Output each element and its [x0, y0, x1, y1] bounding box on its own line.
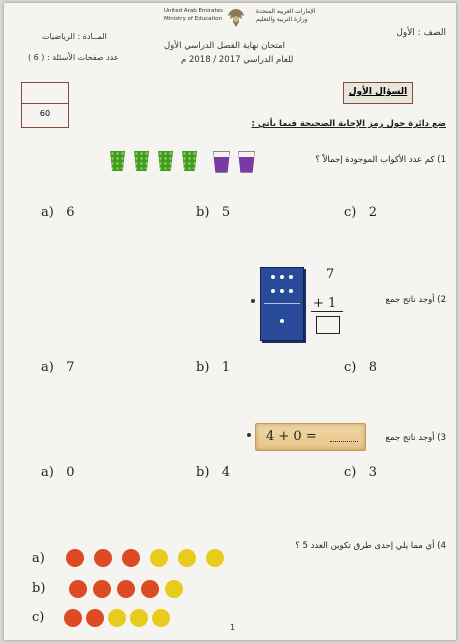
- red-counter: [117, 580, 135, 598]
- page-number: 1: [230, 623, 236, 632]
- ministry-name-en-2: Ministry of Education: [164, 16, 223, 22]
- q1-option-b[interactable]: b) 5: [196, 205, 231, 220]
- question-4: [295, 541, 446, 551]
- yellow-counter: [152, 609, 170, 627]
- q2-option-a[interactable]: a) 7: [41, 360, 75, 375]
- q1-option-c[interactable]: c) 2: [344, 205, 378, 220]
- q3-option-b[interactable]: b) 4: [196, 465, 231, 480]
- q4-option-b-label[interactable]: b): [32, 581, 46, 596]
- q4-option-c-label[interactable]: c): [32, 610, 45, 625]
- yellow-counter: [150, 549, 168, 567]
- yellow-counter: [108, 609, 126, 627]
- answer-box[interactable]: [316, 316, 340, 334]
- question-1-text: كم عدد الأكواب الموجودة إجمالاً ؟: [315, 155, 435, 165]
- red-counter: [86, 609, 104, 627]
- section-title-box: [343, 82, 413, 104]
- red-counter: [94, 549, 112, 567]
- yellow-counter: [206, 549, 224, 567]
- red-counter: [69, 580, 87, 598]
- question-3-number: 3): [437, 433, 446, 443]
- exam-page: [4, 3, 456, 640]
- question-4-number: 4): [437, 541, 446, 551]
- question-3-text: أوجد ناتج جمع: [385, 433, 435, 443]
- red-counter: [64, 609, 82, 627]
- green-cup: [110, 151, 125, 171]
- ministry-name-en-1: United Arab Emirates: [164, 8, 223, 14]
- q3-option-a[interactable]: a) 0: [41, 465, 75, 480]
- q2-option-b[interactable]: b) 1: [196, 360, 231, 375]
- question-1-number: 1): [437, 155, 446, 165]
- grade-label: الصف : الأول: [396, 28, 446, 38]
- q1-option-a[interactable]: a) 6: [41, 205, 75, 220]
- green-cup: [158, 151, 173, 171]
- expression-blank[interactable]: [330, 441, 358, 442]
- question-3: [385, 433, 446, 443]
- exam-year: للعام الدراسي 2017 / 2018 م: [181, 55, 294, 65]
- question-2-text: أوجد ناتج جمع: [385, 295, 435, 305]
- addend-bottom: + 1: [313, 296, 337, 311]
- addend-top: 7: [326, 267, 335, 282]
- q3-option-c[interactable]: c) 3: [344, 465, 378, 480]
- purple-cup: [238, 151, 255, 173]
- section-instruction: ضع دائرة حول رمز الإجابة الصحيحة فيما يأتي :: [251, 119, 446, 129]
- ministry-name-ar-1: الإمارات العربية المتحدة: [256, 8, 316, 15]
- section-title: السؤال الأول: [348, 87, 408, 97]
- question-2: [385, 295, 446, 305]
- expression-scroll: [255, 423, 366, 451]
- domino-icon: [260, 267, 304, 341]
- score-box-blank: [22, 83, 68, 104]
- sum-line: [311, 311, 343, 312]
- red-counter: [66, 549, 84, 567]
- subject-label: المــادة : الرياضيات: [42, 32, 107, 41]
- red-counter: [122, 549, 140, 567]
- score-box: [21, 82, 69, 128]
- q4-option-a-label[interactable]: a): [32, 551, 45, 566]
- yellow-counter: [165, 580, 183, 598]
- red-counter: [93, 580, 111, 598]
- question-1: [315, 155, 446, 165]
- question-2-number: 2): [437, 295, 446, 305]
- yellow-counter: [130, 609, 148, 627]
- score-total: 60: [39, 109, 51, 118]
- expression-text: 4 + 0 =: [266, 429, 317, 444]
- q2-option-c[interactable]: c) 8: [344, 360, 378, 375]
- ministry-name-ar-2: وزارة التربية والتعليم: [256, 16, 308, 23]
- dot-marker: [251, 299, 255, 303]
- dot-marker: [247, 433, 251, 437]
- red-counter: [141, 580, 159, 598]
- purple-cup: [213, 151, 230, 173]
- exam-title: امتحان نهاية الفصل الدراسي الأول: [164, 41, 286, 51]
- yellow-counter: [178, 549, 196, 567]
- question-4-text: أي مما يلي إحدى طرق تكوين العدد 5 ؟: [295, 541, 435, 551]
- uae-emblem-icon: [226, 7, 246, 29]
- cups-illustration: [110, 151, 280, 183]
- green-cup: [134, 151, 149, 171]
- green-cup: [182, 151, 197, 171]
- question-pages-label: عدد صفحات الأسئلة : ( 6 ): [28, 53, 119, 62]
